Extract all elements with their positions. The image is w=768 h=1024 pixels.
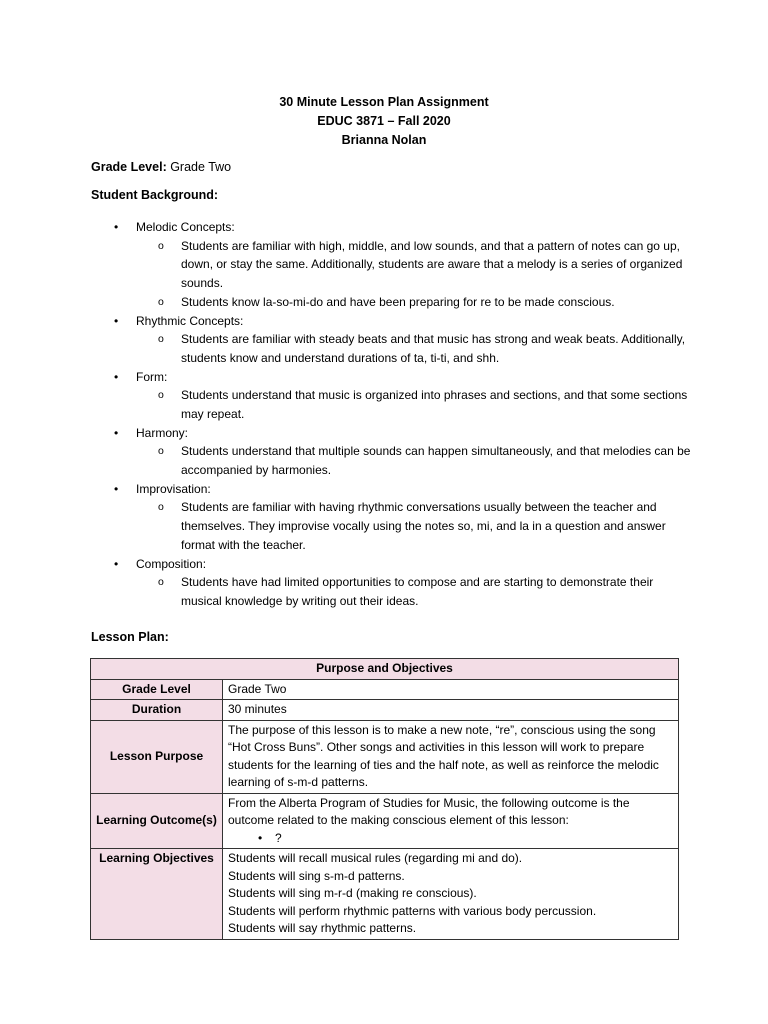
list-item: o Students understand that music is organized into phrases and sections, and that some sections may repeat. — [136, 386, 691, 424]
concept-label: Rhythmic Concepts: — [136, 313, 244, 328]
objective-line: Students will sing s-m-d patterns. — [228, 868, 405, 883]
grade-level-value: Grade Two — [166, 160, 232, 174]
row-value — [223, 793, 679, 849]
objective-line: Students will say rhythmic patterns. — [228, 921, 417, 935]
objective-line: Students will sing m-r-d (making re conscious). — [228, 886, 477, 900]
list-item — [91, 424, 691, 480]
lesson-plan-heading: Lesson Plan: — [91, 630, 169, 644]
author-name: Brianna Nolan — [341, 133, 427, 147]
row-label: Lesson Purpose — [91, 720, 223, 793]
table-row — [91, 720, 679, 793]
sub-list — [136, 386, 691, 424]
grade-level-line — [91, 160, 231, 174]
list-item: o Students are familiar with having rhythmic conversations usually between the teacher and themselves. They improvise vocally using the notes so, mi, and la in a question and answer format with the teacher. — [136, 498, 691, 554]
list-item — [91, 555, 691, 611]
list-item: o Students have had limited opportunities to compose and are starting to demonstrate their musical knowledge by writing out their ideas. — [136, 573, 691, 611]
concept-label: Form: — [136, 369, 168, 384]
list-item: o Students know la-so-mi-do and have been preparing for re to be made conscious. — [136, 293, 691, 312]
sub-list — [136, 442, 691, 480]
row-value: Grade Two — [223, 679, 679, 700]
row-label: Duration — [91, 700, 223, 721]
list-item — [91, 218, 691, 312]
grade-level-label: Grade Level: — [91, 160, 167, 174]
row-label: Learning Outcome(s) — [91, 793, 223, 849]
row-value: 30 minutes — [223, 700, 679, 721]
list-item: o Students are familiar with steady beats and that music has strong and weak beats. Additionally, students know and understand durations of ta, ti-ti, and shh. — [136, 330, 691, 368]
background-list — [91, 218, 691, 611]
row-value: The purpose of this lesson is to make a new note, “re”, conscious using the song “Hot Cross Buns”. Other songs and activities in this lesson will work to prepare students for the learning of ties and the half note, as well as reinforce the melodic learning of s-m-d patterns. — [223, 720, 679, 793]
table-row — [91, 659, 679, 680]
concept-label: Harmony: — [136, 425, 189, 440]
list-item: o Students are familiar with high, middle, and low sounds, and that a pattern of notes can go up, down, or stay the same. Additionally, students are aware that a melody is a series of organized sounds. — [136, 237, 691, 293]
student-background-heading: Student Background: — [91, 188, 219, 202]
sub-list — [136, 498, 691, 554]
document-header — [0, 93, 768, 150]
row-value — [223, 849, 679, 940]
outcome-list — [228, 830, 673, 848]
table-row — [91, 679, 679, 700]
list-item: o Students understand that multiple sounds can happen simultaneously, and that melodies can be accompanied by harmonies. — [136, 442, 691, 480]
outcome-text: From the Alberta Program of Studies for Music, the following outcome is the outcome related to the making conscious element of this lesson: — [228, 795, 630, 827]
concept-label: Improvisation: — [136, 481, 211, 496]
concept-label: Composition: — [136, 556, 207, 571]
sub-list — [136, 330, 691, 368]
concept-label: Melodic Concepts: — [136, 220, 235, 234]
lesson-plan-table — [90, 658, 679, 940]
objective-line: Students will perform rhythmic patterns with various body percussion. — [228, 903, 597, 918]
table-row — [91, 700, 679, 721]
row-label: Learning Objectives — [91, 849, 223, 940]
list-item: • ? — [258, 830, 673, 848]
course-code: EDUC 3871 – Fall 2020 — [317, 114, 451, 128]
assignment-title: 30 Minute Lesson Plan Assignment — [279, 95, 489, 109]
table-row — [91, 849, 679, 940]
table-caption: Purpose and Objectives — [91, 659, 679, 680]
table-row — [91, 793, 679, 849]
sub-list — [136, 237, 691, 312]
sub-list — [136, 573, 691, 611]
list-item — [91, 312, 691, 368]
row-label: Grade Level — [91, 679, 223, 700]
list-item — [91, 368, 691, 424]
objective-line: Students will recall musical rules (regarding mi and do). — [228, 851, 523, 865]
list-item — [91, 480, 691, 555]
